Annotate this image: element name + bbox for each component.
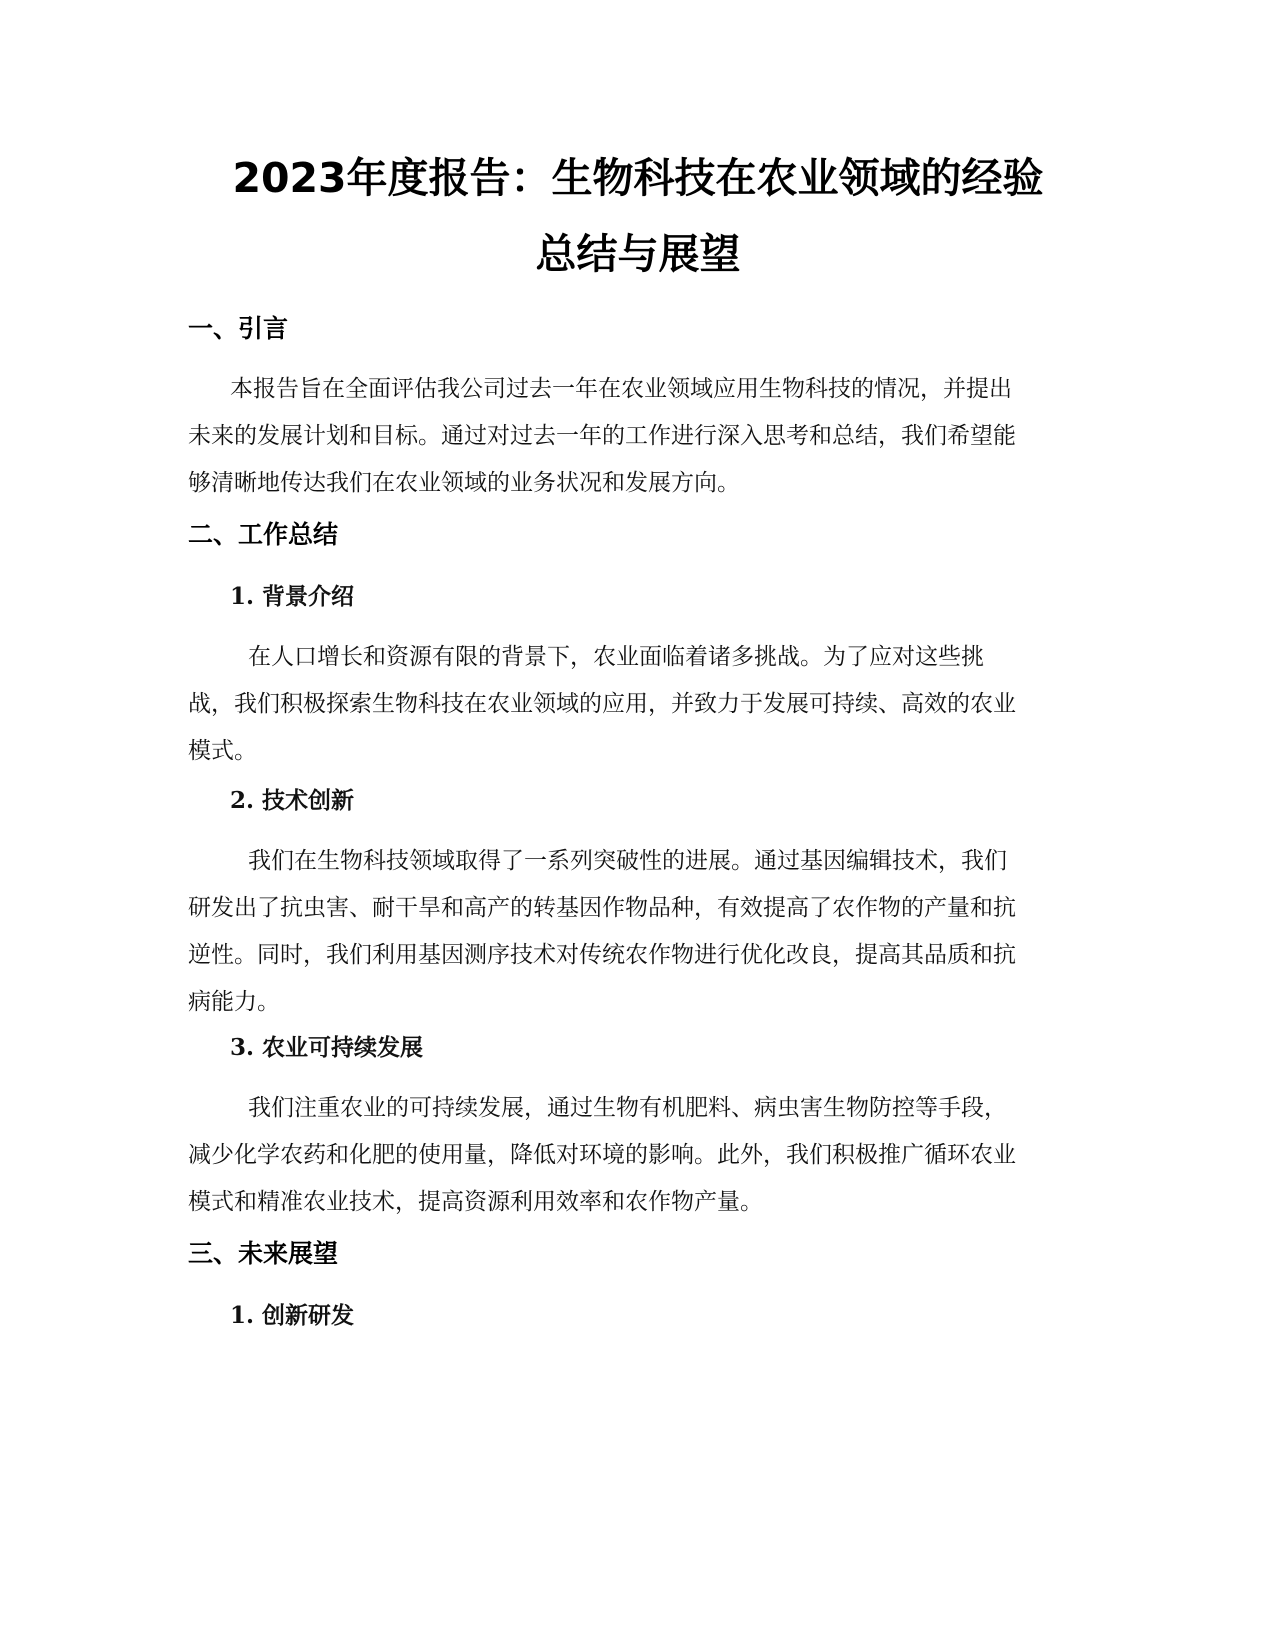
- intro-paragraph: [188, 366, 1088, 507]
- document-title: [188, 140, 1088, 292]
- paragraph-line: 逆性。同时，我们利用基因测序技术对传统农作物进行优化改良，提高其品质和抗: [188, 942, 1016, 968]
- paragraph-line: 模式和精准农业技术，提高资源利用效率和农作物产量。: [188, 1189, 763, 1215]
- section-heading-intro: 一、引言: [188, 314, 289, 343]
- paragraph-line: 在人口增长和资源有限的背景下，农业面临着诸多挑战。为了应对这些挑: [248, 644, 984, 670]
- paragraph-line: 减少化学农药和化肥的使用量，降低对环境的影响。此外，我们积极推广循环农业: [188, 1142, 1016, 1168]
- subsection-title-innovation: 2. 技术创新: [230, 787, 355, 814]
- section-heading-summary: 二、工作总结: [188, 520, 339, 549]
- paragraph-line: 研发出了抗虫害、耐干旱和高产的转基因作物品种，有效提高了农作物的产量和抗: [188, 895, 1016, 921]
- background-paragraph: [188, 634, 1088, 775]
- document-title-line-2: 总结与展望: [535, 230, 741, 278]
- subsection-title-sustainability: 3. 农业可持续发展: [230, 1034, 424, 1061]
- paragraph-line: 战，我们积极探索生物科技在农业领域的应用，并致力于发展可持续、高效的农业: [188, 691, 1016, 717]
- paragraph-line: 我们注重农业的可持续发展，通过生物有机肥料、病虫害生物防控等手段，: [248, 1095, 1007, 1121]
- paragraph-line: 模式。: [188, 738, 257, 764]
- paragraph-line: 够清晰地传达我们在农业领域的业务状况和发展方向。: [188, 470, 740, 496]
- sustainability-paragraph: [188, 1085, 1088, 1226]
- paragraph-line: 未来的发展计划和目标。通过对过去一年的工作进行深入思考和总结，我们希望能: [188, 423, 1016, 449]
- paragraph-line: 我们在生物科技领域取得了一系列突破性的进展。通过基因编辑技术，我们: [248, 848, 1007, 874]
- section-heading-outlook: 三、未来展望: [188, 1239, 339, 1268]
- document-title-line-1: 2023年度报告：生物科技在农业领域的经验: [232, 154, 1044, 202]
- subsection-title-background: 1. 背景介绍: [230, 583, 355, 610]
- subsection-title-rnd: 1. 创新研发: [230, 1302, 355, 1329]
- paragraph-line: 病能力。: [188, 989, 280, 1015]
- paragraph-line: 本报告旨在全面评估我公司过去一年在农业领域应用生物科技的情况，并提出: [230, 376, 1012, 402]
- innovation-paragraph: [188, 838, 1088, 1026]
